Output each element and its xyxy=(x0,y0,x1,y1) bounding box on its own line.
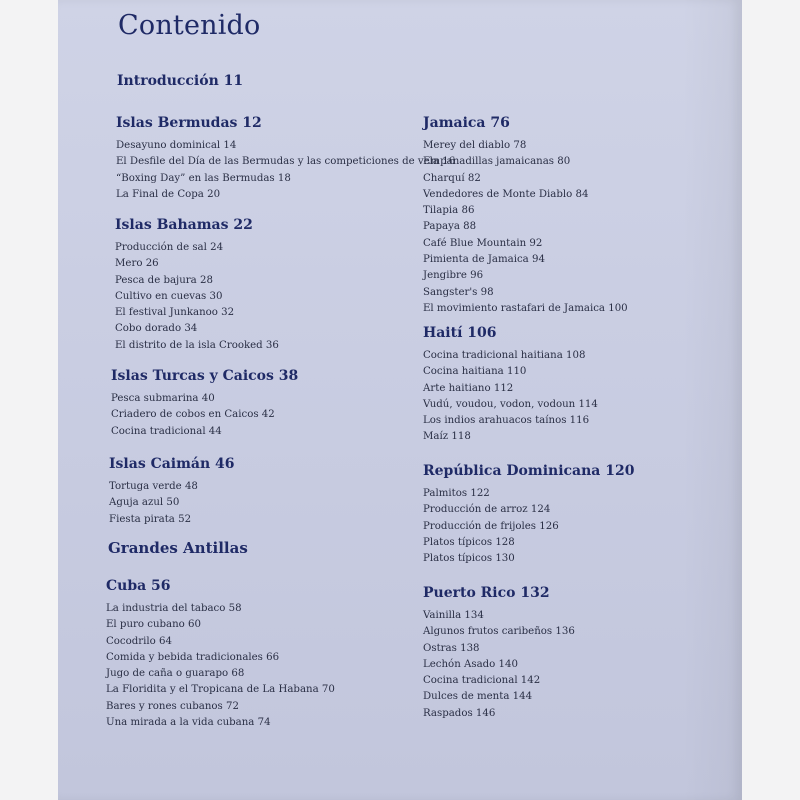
toc-entry: Mero 26 xyxy=(115,258,159,270)
toc-entry: Raspados 146 xyxy=(423,707,496,719)
toc-section xyxy=(109,455,409,528)
section-heading: Islas Bermudas 12 xyxy=(116,115,262,131)
toc-right-dominicana xyxy=(423,462,723,567)
toc-entry: El movimiento rastafari de Jamaica 100 xyxy=(423,302,628,314)
toc-entry: Empanadillas jamaicanas 80 xyxy=(423,156,571,168)
toc-entry: Pimienta de Jamaica 94 xyxy=(423,254,545,266)
toc-entry: Jugo de caña o guarapo 68 xyxy=(106,668,245,680)
toc-entry: Cultivo en cuevas 30 xyxy=(115,290,223,302)
toc-entry: Bares y rones cubanos 72 xyxy=(106,700,239,712)
toc-left-bahamas xyxy=(115,216,415,354)
toc-entry: La Floridita y el Tropicana de La Habana 70 xyxy=(106,684,335,696)
toc-left-caiman xyxy=(109,455,409,528)
toc-entry: Producción de sal 24 xyxy=(115,242,224,253)
entry-list xyxy=(109,479,409,528)
toc-left-cuba xyxy=(106,577,406,731)
toc-entry: Vudú, voudou, vodon, vodoun 114 xyxy=(423,398,598,410)
entry-list xyxy=(115,240,415,354)
toc-entry: Tilapia 86 xyxy=(423,205,475,217)
toc-section xyxy=(423,584,723,722)
section-heading: Cuba 56 xyxy=(106,578,171,594)
toc-entry: Charquí 82 xyxy=(423,172,481,184)
toc-section xyxy=(423,462,723,567)
toc-entry: Café Blue Mountain 92 xyxy=(423,237,543,249)
toc-entry: Ostras 138 xyxy=(423,642,480,654)
toc-entry: La Final de Copa 20 xyxy=(116,188,221,200)
toc-entry: La industria del tabaco 58 xyxy=(106,603,242,614)
toc-entry: Criadero de cobos en Caicos 42 xyxy=(111,409,275,421)
toc-entry: Jengibre 96 xyxy=(423,270,484,282)
toc-entry: Una mirada a la vida cubana 74 xyxy=(106,717,271,729)
toc-entry: Cobo dorado 34 xyxy=(115,323,198,335)
toc-section xyxy=(106,577,406,731)
section-heading: Puerto Rico 132 xyxy=(423,585,550,601)
toc-entry: Cocina tradicional 142 xyxy=(423,675,541,687)
toc-entry: Producción de frijoles 126 xyxy=(423,520,559,532)
section-heading: República Dominicana 120 xyxy=(423,463,635,479)
toc-entry: Platos típicos 130 xyxy=(423,553,515,565)
toc-entry: Cocina tradicional 44 xyxy=(111,425,222,437)
toc-entry: Arte haitiano 112 xyxy=(423,382,514,394)
toc-entry: Desayuno dominical 14 xyxy=(116,140,237,151)
entry-list xyxy=(423,138,723,317)
toc-entry: Cocodrilo 64 xyxy=(106,635,173,647)
toc-entry: El festival Junkanoo 32 xyxy=(115,307,235,319)
entry-list xyxy=(423,486,723,567)
toc-part-heading xyxy=(108,538,408,558)
toc-entry: Pesca de bajura 28 xyxy=(115,274,213,286)
toc-intro-entry: Introducción 11 xyxy=(117,73,244,89)
toc-entry: Vendedores de Monte Diablo 84 xyxy=(423,188,589,200)
toc-entry: Fiesta pirata 52 xyxy=(109,513,192,525)
part-heading: Grandes Antillas xyxy=(108,539,248,557)
toc-entry: Los indios arahuacos taínos 116 xyxy=(423,415,590,427)
toc-entry: Algunos frutos caribeños 136 xyxy=(423,626,575,638)
toc-entry: Cocina haitiana 110 xyxy=(423,366,527,378)
toc-left-turcas xyxy=(111,367,411,440)
toc-entry: El puro cubano 60 xyxy=(106,619,202,631)
section-heading: Islas Caimán 46 xyxy=(109,456,235,472)
toc-entry: Aguja azul 50 xyxy=(109,497,180,509)
toc-right-jamaica xyxy=(423,114,723,317)
toc-section xyxy=(108,538,408,558)
toc-section xyxy=(111,367,411,440)
toc-entry: Tortuga verde 48 xyxy=(109,481,198,492)
toc-entry: Maíz 118 xyxy=(423,431,471,443)
toc-entry: Lechón Asado 140 xyxy=(423,658,518,670)
toc-entry: El distrito de la isla Crooked 36 xyxy=(115,339,279,351)
toc-section xyxy=(115,216,415,354)
entry-list xyxy=(111,391,411,440)
toc-right-puertorico xyxy=(423,584,723,722)
toc-entry: Pesca submarina 40 xyxy=(111,393,215,404)
toc-entry: Dulces de menta 144 xyxy=(423,691,533,703)
toc-entry: Sangster's 98 xyxy=(423,286,494,298)
toc-entry: Papaya 88 xyxy=(423,221,477,233)
toc-section xyxy=(423,114,723,317)
toc-right-haiti xyxy=(423,324,723,446)
entry-list xyxy=(106,601,406,731)
section-heading: Haití 106 xyxy=(423,325,497,341)
toc-entry: Platos típicos 128 xyxy=(423,536,515,548)
toc-entry: “Boxing Day” en las Bermudas 18 xyxy=(116,172,291,184)
toc-section xyxy=(423,324,723,446)
toc-entry: El Desfile del Día de las Bermudas y las competiciones de vela 16 xyxy=(116,156,456,168)
section-heading: Islas Bahamas 22 xyxy=(115,217,253,233)
page-title: Contenido xyxy=(118,10,261,41)
toc-entry: Vainilla 134 xyxy=(423,610,484,621)
toc-entry: Cocina tradicional haitiana 108 xyxy=(423,350,586,361)
section-heading: Islas Turcas y Caicos 38 xyxy=(111,368,299,384)
section-heading: Jamaica 76 xyxy=(423,115,510,131)
toc-entry: Producción de arroz 124 xyxy=(423,504,551,516)
toc-entry: Palmitos 122 xyxy=(423,488,490,499)
toc-entry: Comida y bebida tradicionales 66 xyxy=(106,651,280,663)
toc-entry: Merey del diablo 78 xyxy=(423,140,527,151)
entry-list xyxy=(423,608,723,722)
entry-list xyxy=(423,348,723,446)
